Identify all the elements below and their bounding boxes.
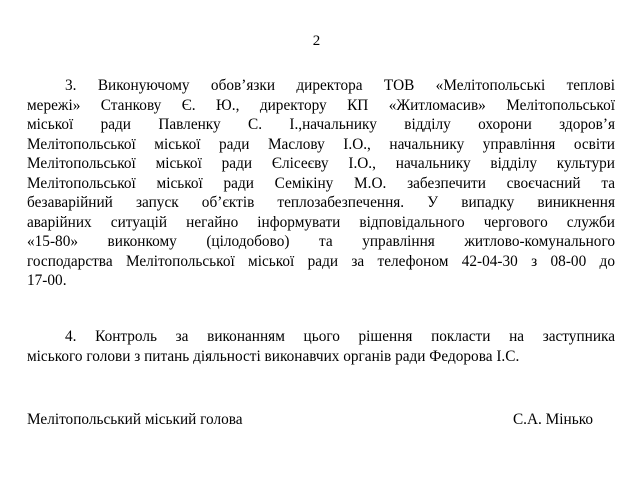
paragraph-3-line: міської ради Павленку С. І.,начальнику відділу охорони здоров’я bbox=[27, 116, 615, 133]
paragraph-3-line: безаварійний запуск об’єктів теплозабезпечення. У випадку виникнення bbox=[27, 194, 615, 211]
paragraph-3-line: Мелітопольської міської ради Маслову І.О., начальнику управління освіти bbox=[27, 135, 615, 153]
paragraph-3 bbox=[27, 76, 615, 291]
paragraph-3-line: мережі» Станкову Є. Ю., директору КП «Житломасив» Мелітопольської bbox=[27, 96, 615, 114]
page-number: 2 bbox=[312, 33, 321, 49]
paragraph-3-line: Мелітопольської міської ради Семікіну М.О. забезпечити своєчасний та bbox=[27, 174, 615, 192]
paragraph-4 bbox=[27, 327, 615, 366]
signature-title: Мелітопольський міський голова bbox=[27, 411, 243, 428]
paragraph-3-line: аварійних ситуацій негайно інформувати відповідального чергового служби bbox=[27, 213, 615, 231]
paragraph-3-line: «15-80» виконкому (цілодобово) та управління житлово-комунального bbox=[27, 233, 615, 250]
paragraph-4-line: міського голови з питань діяльності виконавчих органів ради Федорова І.С. bbox=[27, 347, 520, 365]
paragraph-4-line: 4. Контроль за виконанням цього рішення покласти на заступника bbox=[65, 328, 615, 345]
paragraph-3-line: господарства Мелітопольської міської ради за телефоном 42-04-30 з 08-00 до bbox=[27, 252, 615, 270]
paragraph-3-line: 3. Виконуючому обов’язки директора ТОВ «Мелітопольські теплові bbox=[65, 77, 615, 94]
paragraph-3-line: 17-00. bbox=[27, 272, 67, 289]
paragraph-3-line: Мелітопольської міської ради Єлісеєву І.О., начальнику відділу культури bbox=[27, 155, 615, 172]
signature-name: С.А. Мінько bbox=[512, 411, 593, 428]
